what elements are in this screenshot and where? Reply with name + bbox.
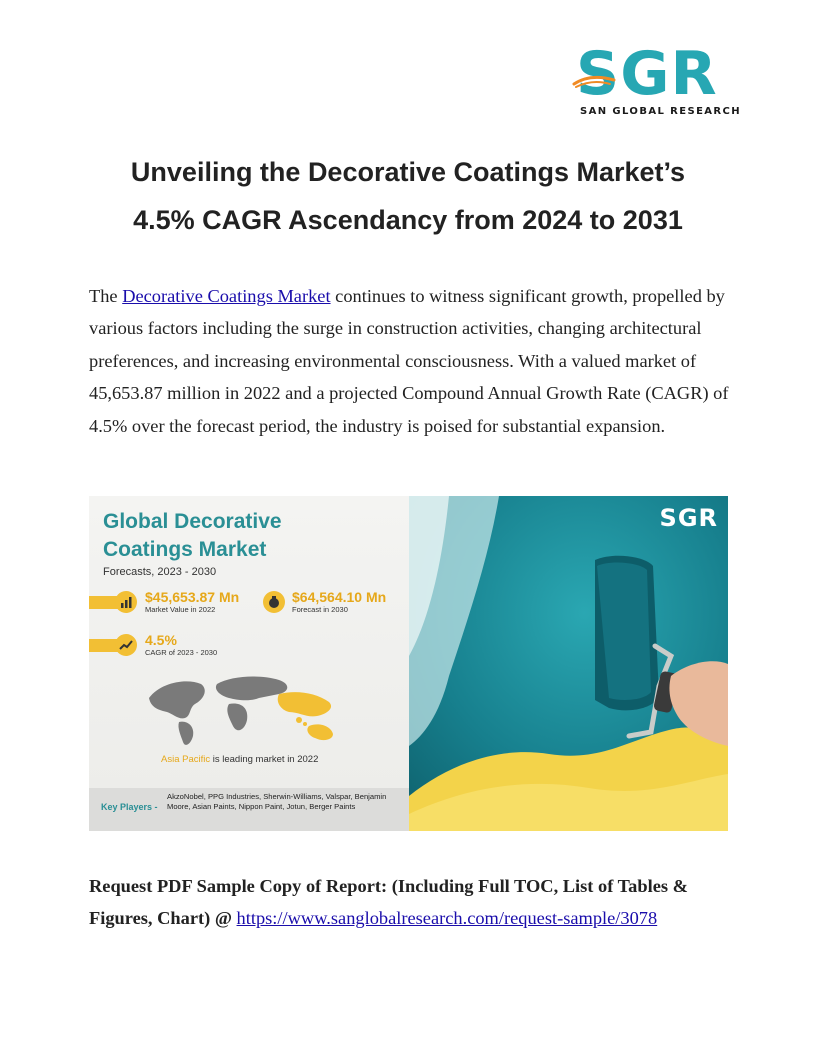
stat1-label: Market Value in 2022: [145, 605, 216, 614]
infographic-panel: [89, 496, 409, 831]
key-players-list: AkzoNobel, PPG Industries, Sherwin-Williams, Valspar, Benjamin Moore, Asian Paints, Nippon Paint, Jotun, Berger Paints: [167, 792, 387, 811]
region-text: is leading market in 2022: [210, 754, 319, 765]
request-sample-paragraph: [89, 870, 739, 935]
title-line-1: Unveiling the Decorative Coatings Market’s: [130, 157, 686, 187]
decorative-coatings-market-link[interactable]: Decorative Coatings Market: [122, 286, 331, 306]
logo-subtitle: SAN GLOBAL RESEARCH: [580, 106, 742, 117]
infographic-brand: SGR: [659, 504, 718, 532]
trend-up-icon: [115, 634, 137, 656]
sgr-logo: [576, 39, 742, 120]
region-note: [161, 754, 318, 765]
key-players-strip: [89, 788, 409, 831]
bar-chart-icon: [115, 591, 137, 613]
logo-swoosh-icon: [572, 74, 616, 88]
stat1-value: $45,653.87 Mn: [145, 589, 240, 605]
intro-text: continues to witness significant growth, propelled by various factors including the surge in construction activities, changing architectural preferences, and increasing environmental consciousness. With a valued market of 45,653.87 million in 2022 and a projected Compound Annual Growth Rate (CAGR) of 4.5% over the forecast period, the industry is poised for substantial expansion.: [89, 286, 729, 436]
request-sample-text: Request PDF Sample Copy of Report: (Including Full TOC, List of Tables & Figures, Chart) @: [89, 876, 688, 929]
infographic-subtitle: Forecasts, 2023 - 2030: [103, 566, 217, 578]
title-line-2: 4.5% CAGR Ascendancy from 2024 to 2031: [133, 205, 683, 235]
request-sample-link[interactable]: https://www.sanglobalresearch.com/request-sample/3078: [236, 908, 658, 929]
page-title: [60, 148, 756, 244]
logo-letters: SGR: [576, 39, 718, 109]
infographic-title-line-1: Global Decorative: [103, 510, 282, 533]
stat2-label: Forecast in 2030: [292, 605, 348, 614]
key-players-label: Key Players -: [101, 802, 158, 812]
world-map-icon: [139, 668, 359, 750]
stat2-value: $64,564.10 Mn: [292, 589, 387, 605]
stat3-value: 4.5%: [145, 632, 177, 648]
paint-roller-image: [409, 496, 728, 831]
infographic-title-line-2: Coatings Market: [103, 538, 267, 561]
market-infographic: [89, 496, 728, 831]
region-highlight: Asia Pacific: [161, 754, 211, 765]
stat3-label: CAGR of 2023 - 2030: [145, 648, 218, 657]
money-bag-icon: [263, 591, 285, 613]
paint-roller-photo: [409, 496, 728, 831]
intro-paragraph: [89, 280, 739, 442]
intro-prefix: The: [89, 286, 123, 306]
infographic-title: [103, 508, 282, 564]
